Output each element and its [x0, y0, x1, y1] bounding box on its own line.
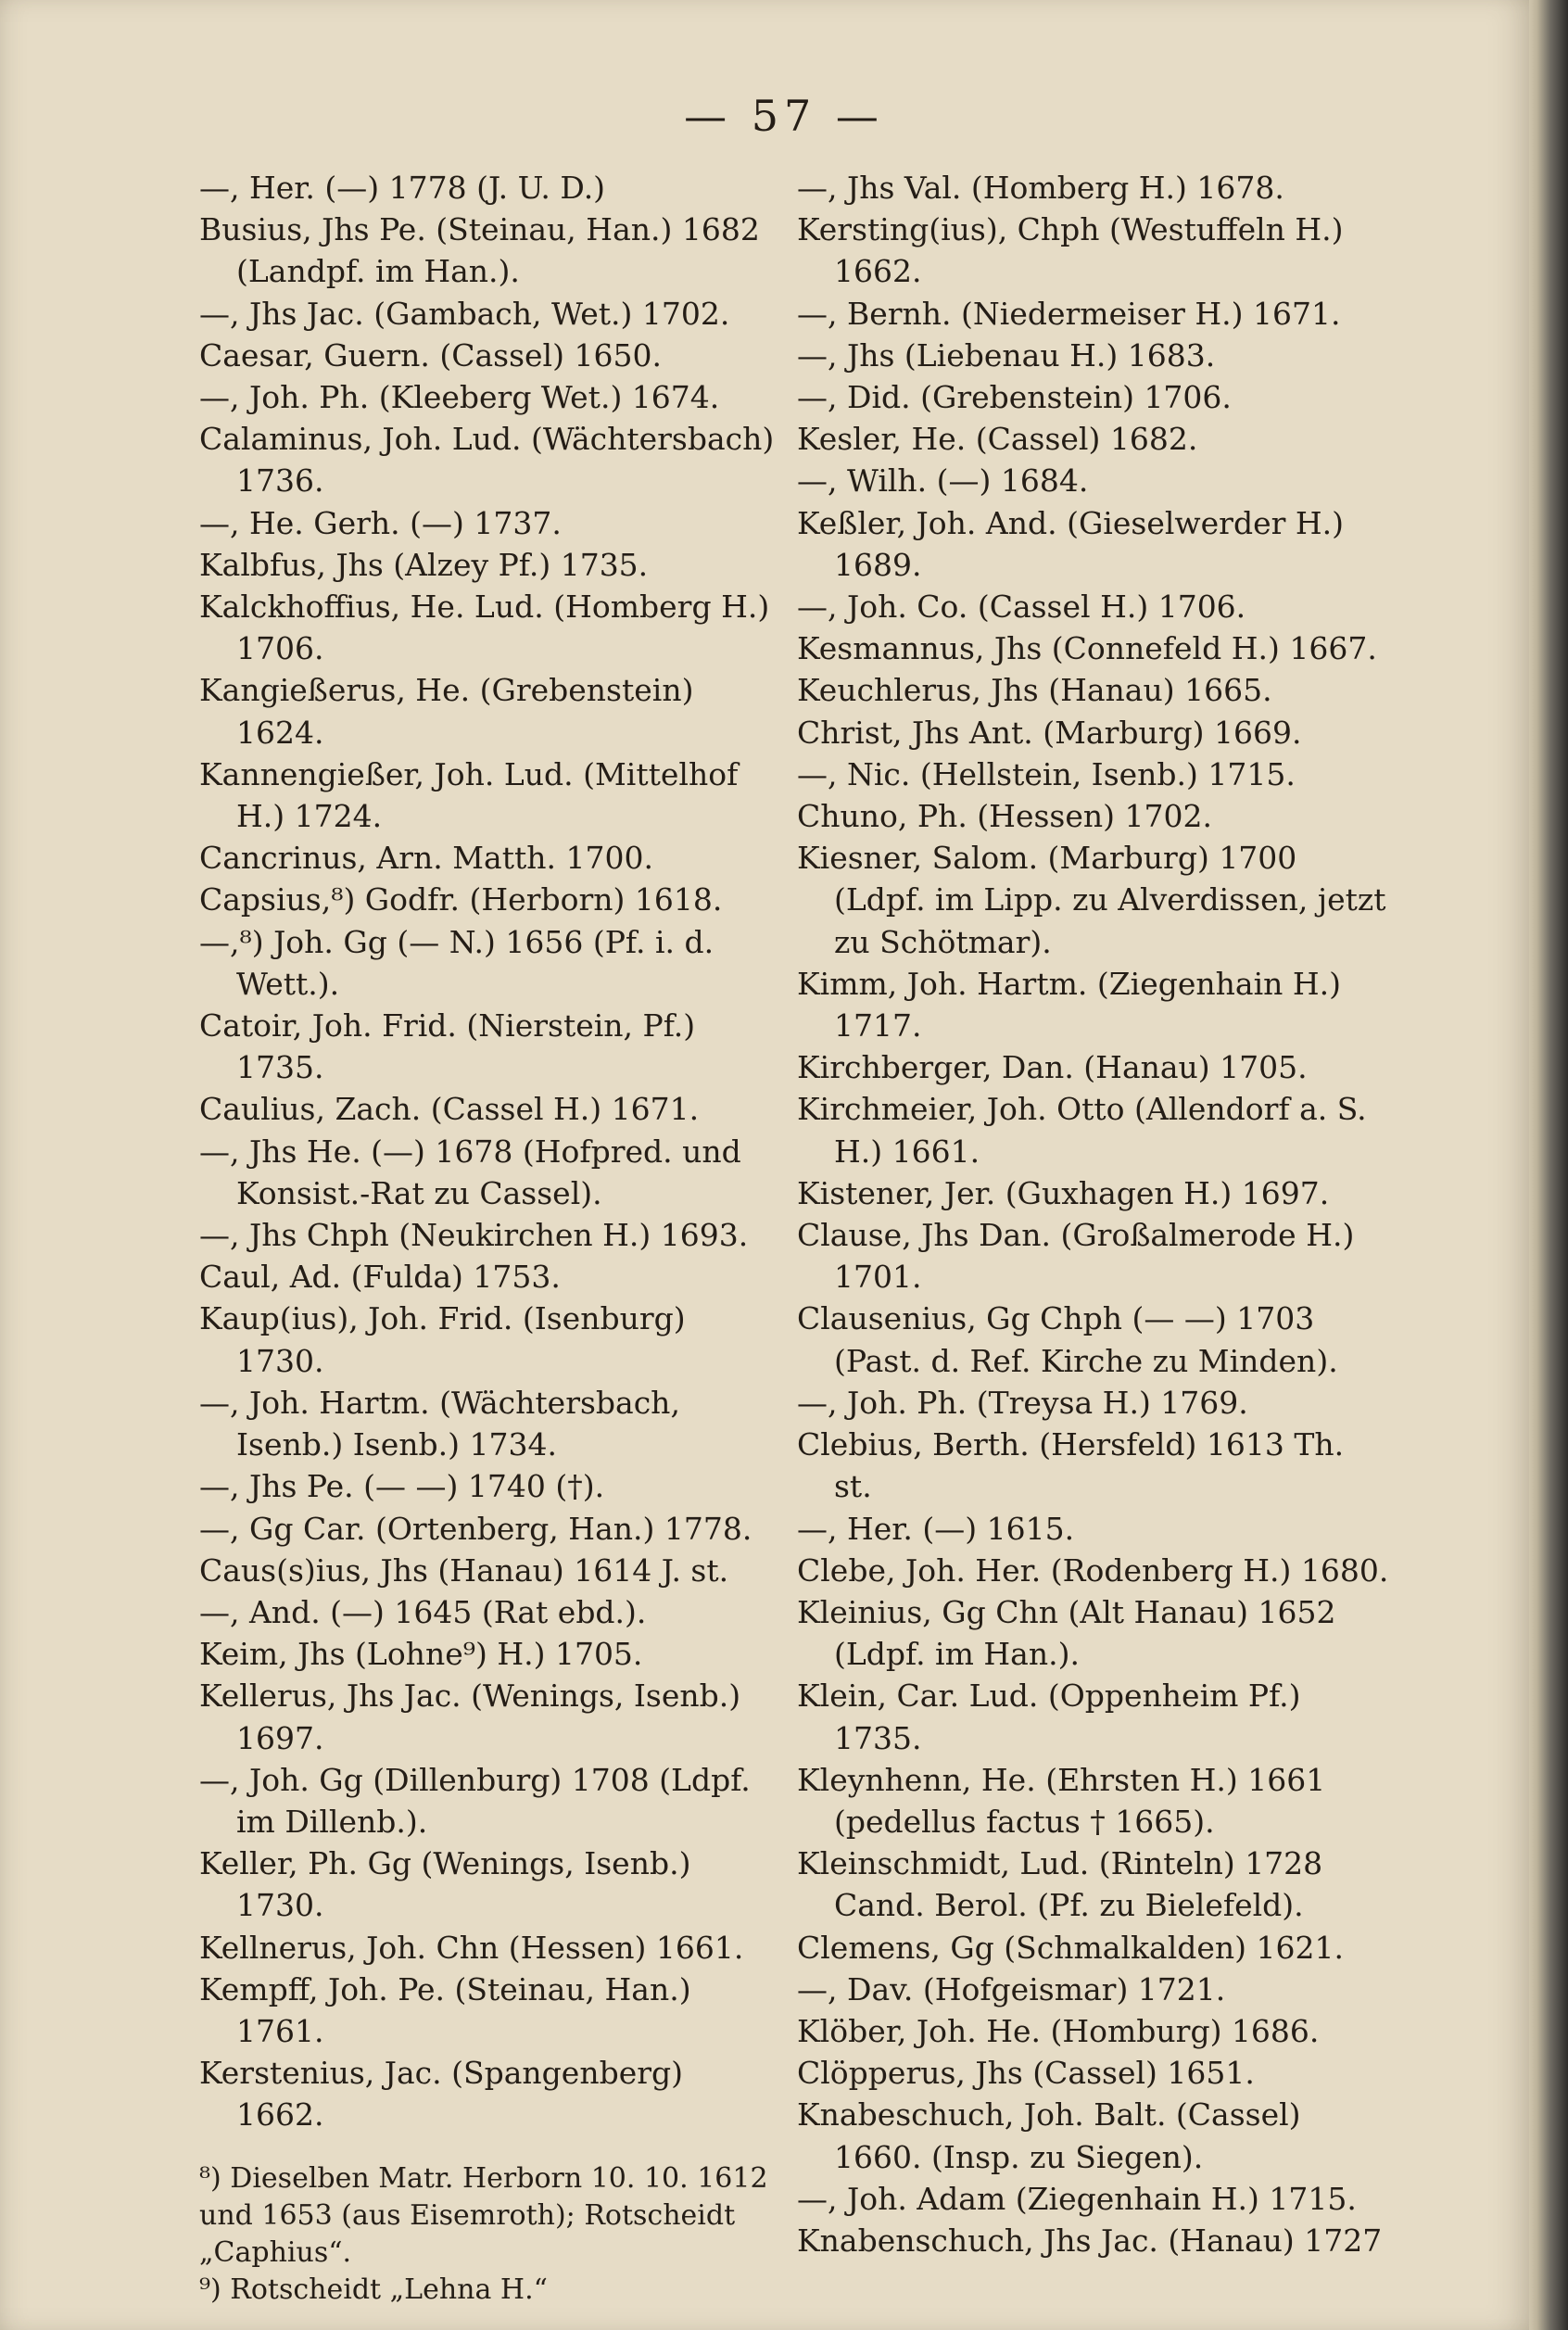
register-entry: Kempff, Joh. Pe. (Steinau, Han.) 1761. [199, 1970, 691, 2049]
register-entry: —, Joh. Adam (Ziegenhain H.) 1715. [797, 2180, 1357, 2217]
register-entry: Knabeschuch, Joh. Balt. (Cassel) 1660. (Insp. zu Siegen). [797, 2096, 1301, 2175]
register-entry: Kerstenius, Jac. (Spangenberg) 1662. [199, 2055, 684, 2134]
register-entry: —, And. (—) 1645 (Rat ebd.). [199, 1593, 647, 1630]
register-entry: Kannengießer, Joh. Lud. (Mittelhof H.) 1724. [199, 755, 739, 835]
register-entry: —, Jhs Val. (Homberg H.) 1678. [797, 170, 1284, 206]
page-edge [1529, 0, 1568, 2330]
register-entry: —, Jhs (Liebenau H.) 1683. [797, 336, 1216, 374]
register-entry: —, Her. (—) 1615. [797, 1510, 1075, 1547]
register-entry: Caus(s)ius, Jhs (Hanau) 1614 J. st. [199, 1551, 729, 1589]
register-entry: Clausenius, Gg Chph (— —) 1703 (Past. d. Ref. Kirche zu Minden). [797, 1300, 1338, 1379]
register-entry: —, Did. (Grebenstein) 1706. [797, 379, 1232, 416]
register-entry: —, Joh. Hartm. (Wächtersbach, Isenb.) Isenb.) 1734. [199, 1384, 680, 1463]
register-entry: —, Joh. Gg (Dillenburg) 1708 (Ldpf. im Dillenb.). [199, 1761, 751, 1840]
register-entry: Chuno, Ph. (Hessen) 1702. [797, 798, 1212, 835]
register-entry: —, Her. (—) 1778 (J. U. D.) [199, 170, 606, 206]
register-entry: Clemens, Gg (Schmalkalden) 1621. [797, 1929, 1345, 1966]
register-entry: Kalckhoffius, He. Lud. (Homberg H.) 1706. [199, 589, 770, 667]
footnote: ⁸) Dieselben Matr. Herborn 10. 10. 1612 und 1653 (aus Eisemroth); Rotscheidt „Caphius“. [199, 2161, 768, 2269]
register-entry: Kangießerus, He. (Grebenstein) 1624. [199, 672, 694, 751]
left-column [199, 167, 778, 2309]
register-entry: Kleinschmidt, Lud. (Rinteln) 1728 Cand. Berol. (Pf. zu Bielefeld). [797, 1845, 1323, 1924]
register-entry: Cancrinus, Arn. Matth. 1700. [199, 840, 653, 877]
right-column [797, 167, 1390, 2261]
register-entry: Caulius, Zach. (Cassel H.) 1671. [199, 1091, 700, 1128]
register-entry: —, Gg Car. (Ortenberg, Han.) 1778. [199, 1510, 752, 1547]
register-entry: Kistener, Jer. (Guxhagen H.) 1697. [797, 1174, 1330, 1211]
register-entry: Catoir, Joh. Frid. (Nierstein, Pf.) 1735. [199, 1007, 696, 1086]
register-entry: —, Wilh. (—) 1684. [797, 462, 1089, 500]
register-entry: Klöber, Joh. He. (Homburg) 1686. [797, 2012, 1320, 2049]
register-entry: Capsius,⁸) Godfr. (Herborn) 1618. [199, 881, 723, 918]
register-entry: Knabenschuch, Jhs Jac. (Hanau) 1727 [797, 2222, 1383, 2259]
register-entry: Kellerus, Jhs Jac. (Wenings, Isenb.) 1697. [199, 1678, 741, 1756]
register-entry: Kiesner, Salom. (Marburg) 1700 (Ldpf. im Lipp. zu Alverdissen, jetzt zu Schötmar). [797, 840, 1386, 960]
register-entry: Kalbfus, Jhs (Alzey Pf.) 1735. [199, 546, 649, 583]
register-entry: Keßler, Joh. And. (Gieselwerder H.) 1689. [797, 504, 1345, 583]
footnote: ⁹) Rotscheidt „Lehna H.“ [199, 2273, 548, 2306]
register-entry: —, Nic. (Hellstein, Isenb.) 1715. [797, 755, 1296, 792]
register-entry: —, Bernh. (Niedermeiser H.) 1671. [797, 295, 1341, 332]
register-entry: —, Dav. (Hofgeismar) 1721. [797, 1970, 1226, 2007]
register-entry: Busius, Jhs Pe. (Steinau, Han.) 1682 (Landpf. im Han.). [199, 211, 760, 290]
register-entry: Christ, Jhs Ant. (Marburg) 1669. [797, 714, 1302, 751]
register-entry: —, He. Gerh. (—) 1737. [199, 504, 562, 541]
register-entry: Kellnerus, Joh. Chn (Hessen) 1661. [199, 1929, 744, 1966]
register-entry: —, Joh. Ph. (Treysa H.) 1769. [797, 1384, 1248, 1421]
register-entry: Kleinius, Gg Chn (Alt Hanau) 1652 (Ldpf. im Han.). [797, 1593, 1336, 1673]
register-entry: Kesmannus, Jhs (Connefeld H.) 1667. [797, 630, 1377, 667]
register-entry: Kleynhenn, He. (Ehrsten H.) 1661 (pedellus factus † 1665). [797, 1761, 1326, 1840]
register-entry: Kesler, He. (Cassel) 1682. [797, 421, 1198, 458]
left-entry-list [199, 167, 778, 2136]
register-entry: Clöpperus, Jhs (Cassel) 1651. [797, 2055, 1255, 2092]
register-entry: Clause, Jhs Dan. (Großalmerode H.) 1701. [797, 1217, 1355, 1296]
register-entry: Caesar, Guern. (Cassel) 1650. [199, 336, 662, 374]
right-entry-list [797, 167, 1390, 2261]
register-entry: Kaup(ius), Joh. Frid. (Isenburg) 1730. [199, 1300, 686, 1379]
register-entry: Kirchmeier, Joh. Otto (Allendorf a. S. H.) 1661. [797, 1091, 1367, 1170]
register-entry: Clebe, Joh. Her. (Rodenberg H.) 1680. [797, 1551, 1389, 1589]
register-entry: —, Joh. Co. (Cassel H.) 1706. [797, 589, 1246, 626]
register-entry: —, Jhs He. (—) 1678 (Hofpred. und Konsist.-Rat zu Cassel). [199, 1133, 741, 1211]
page-number: — 57 — [684, 91, 884, 141]
register-entry: —, Jhs Pe. (— —) 1740 (†). [199, 1468, 605, 1505]
register-entry: Klein, Car. Lud. (Oppenheim Pf.) 1735. [797, 1678, 1301, 1756]
register-entry: —, Jhs Jac. (Gambach, Wet.) 1702. [199, 295, 730, 332]
register-entry: Clebius, Berth. (Hersfeld) 1613 Th. st. [797, 1426, 1345, 1505]
register-entry: Calaminus, Joh. Lud. (Wächtersbach) 1736. [199, 421, 775, 500]
register-entry: —, Jhs Chph (Neukirchen H.) 1693. [199, 1217, 749, 1254]
register-entry: Kimm, Joh. Hartm. (Ziegenhain H.) 1717. [797, 965, 1342, 1045]
register-entry: Keuchlerus, Jhs (Hanau) 1665. [797, 672, 1272, 709]
register-entry: —, Joh. Ph. (Kleeberg Wet.) 1674. [199, 379, 720, 416]
register-entry: —,⁸) Joh. Gg (— N.) 1656 (Pf. i. d. Wett.). [199, 923, 714, 1002]
register-entry: Keim, Jhs (Lohne⁹) H.) 1705. [199, 1636, 643, 1673]
register-entry: Caul, Ad. (Fulda) 1753. [199, 1259, 561, 1296]
footnotes [199, 2160, 778, 2309]
register-entry: Keller, Ph. Gg (Wenings, Isenb.) 1730. [199, 1845, 691, 1924]
register-entry: Kersting(ius), Chph (Westuffeln H.) 1662. [797, 211, 1344, 290]
register-entry: Kirchberger, Dan. (Hanau) 1705. [797, 1049, 1308, 1086]
